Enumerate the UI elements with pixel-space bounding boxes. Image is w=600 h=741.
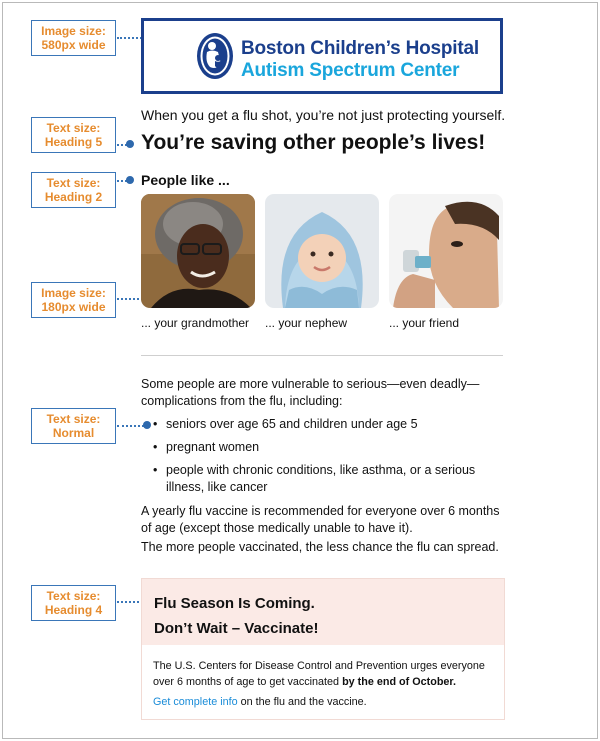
caption-grandmother: ... your grandmother [141,316,250,330]
caption-nephew: ... your nephew [265,316,348,330]
spread-text: The more people vaccinated, the less chance the flu can spread. [141,540,499,554]
callout-title-2: Don’t Wait – Vaccinate! [154,620,319,637]
intro-text: When you get a flu shot, you’re not just protecting yourself. [141,107,506,123]
hospital-name: Boston Children’s Hospital [241,38,479,59]
caption-friend: ... your friend [389,316,460,330]
annotation-label: Image size: [41,24,106,38]
annotation-text-normal [31,408,116,444]
people-heading: People like ... [141,172,230,188]
annotation-text-heading-4 [31,585,116,621]
vulnerable-intro: Some people are more vulnerable to serious—even deadly—complications from the flu, including: [141,377,480,408]
nephew-photo-icon [265,194,379,308]
callout-deadline: by the end of October. [342,676,457,688]
flu-season-callout [141,578,505,720]
annotation-dot [126,176,134,184]
annotation-label: Text size: [46,412,101,426]
callout-body [153,658,498,690]
annotation-value: Heading 2 [44,190,103,204]
list-item [153,439,498,456]
annotation-text-heading-2 [31,172,116,208]
list-item-text: seniors over age 65 and children under age 5 [166,417,418,431]
annotation-value: 180px wide [41,300,106,314]
list-item [153,416,498,433]
list-item [153,462,498,496]
annotation-text-heading-5 [31,117,116,153]
complete-info-link[interactable]: Get complete info [153,696,238,708]
annotation-label: Image size: [41,286,106,300]
grandmother-photo-icon [141,194,255,308]
annotation-value: Normal [52,426,95,440]
center-name: Autism Spectrum Center [241,60,460,81]
annotation-image-size-180 [31,282,116,318]
list-item-text: people with chronic conditions, like asthma, or a serious illness, like cancer [166,463,476,494]
section-divider [141,355,503,356]
annotation-value: Heading 4 [44,603,103,617]
annotation-dot [126,140,134,148]
hospital-seal-icon [196,32,234,80]
friend-photo-icon [389,194,503,308]
annotation-dot [143,421,151,429]
annotation-leader [117,425,144,427]
bullet-icon: • [153,440,158,454]
annotation-image-size-580 [31,20,116,56]
bullet-icon: • [153,417,158,431]
hospital-logo-banner [141,18,503,94]
bullet-icon: • [153,463,158,477]
annotation-value: Heading 5 [44,135,103,149]
annotation-value: 580px wide [41,38,106,52]
page-headline: You’re saving other people’s lives! [141,131,486,154]
recommendation-text: A yearly flu vaccine is recommended for everyone over 6 months of age (except those medically unable to have it). [141,504,500,535]
callout-title-1: Flu Season Is Coming. [154,595,315,612]
annotation-label: Text size: [46,121,101,135]
callout-link-line [153,696,367,708]
annotation-label: Text size: [46,589,101,603]
callout-body-text: The U.S. Centers for Disease Control and Prevention urges everyone over 6 months of age to get vaccinated [153,660,485,688]
link-tail-text: on the flu and the vaccine. [237,696,367,708]
annotation-label: Text size: [46,176,101,190]
list-item-text: pregnant women [166,440,260,454]
